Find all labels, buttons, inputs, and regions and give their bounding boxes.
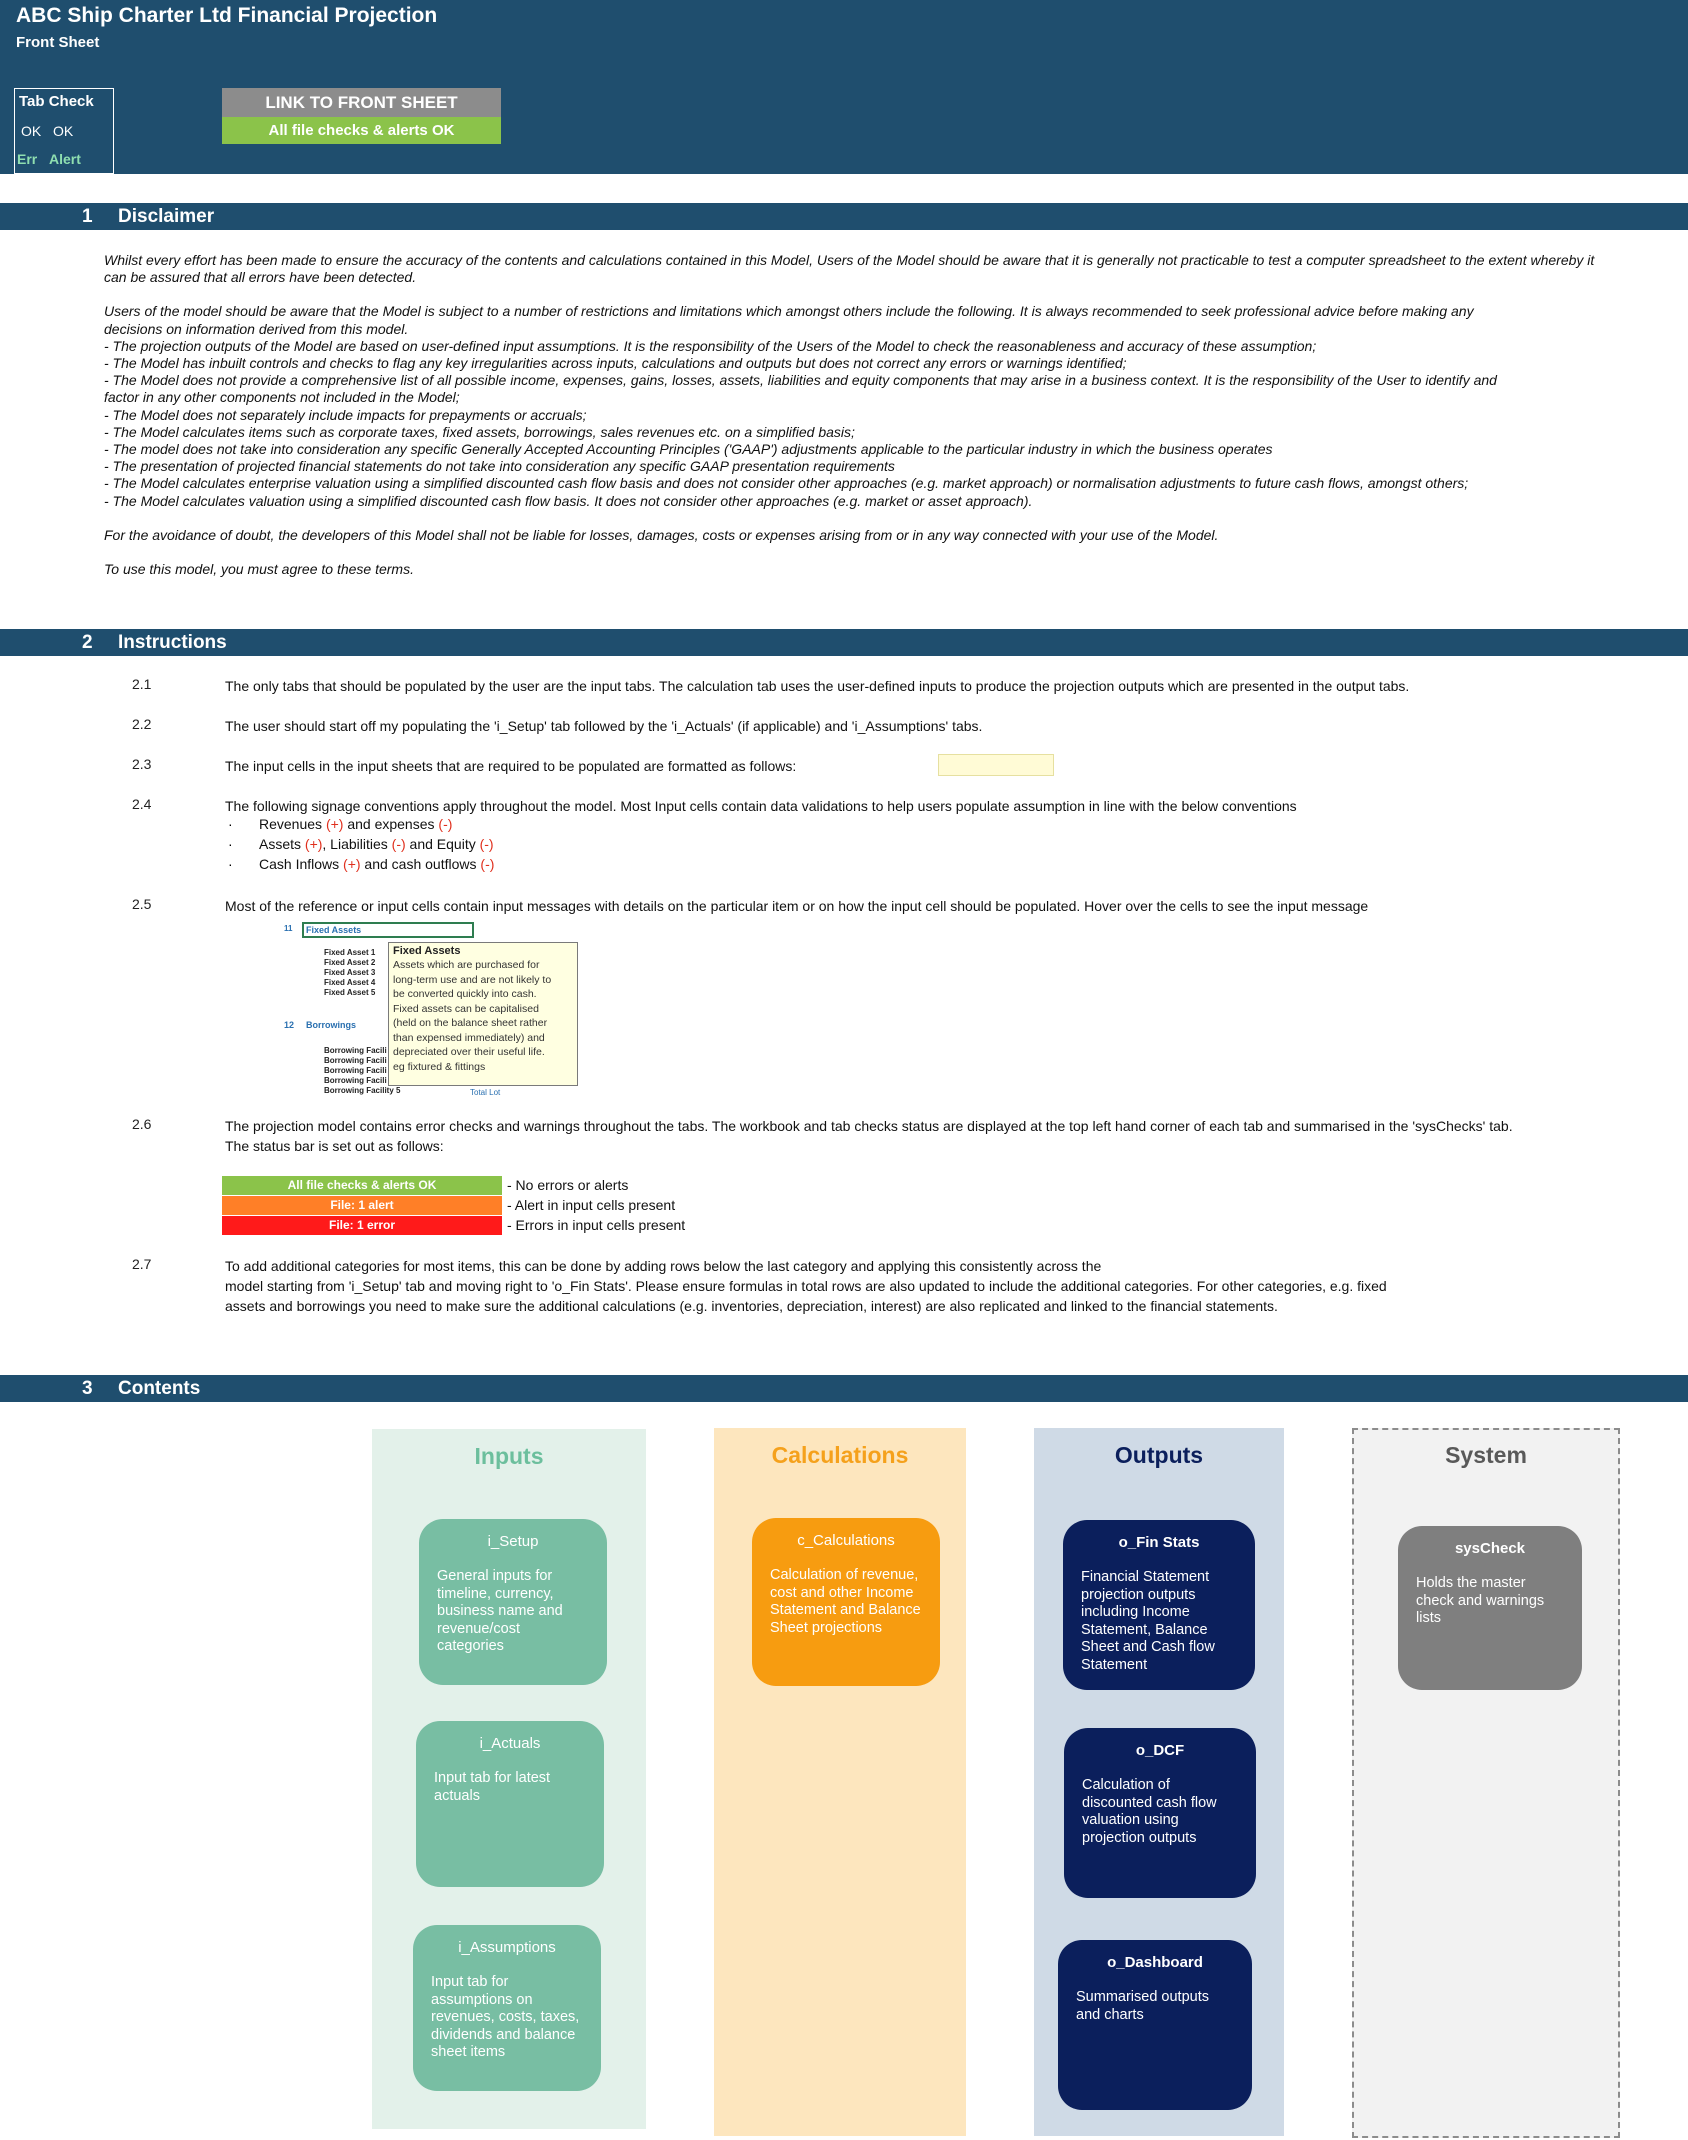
tab-card-i-actuals[interactable] bbox=[416, 1721, 604, 1887]
sign-negative: (-) bbox=[480, 856, 495, 872]
disclaimer-line: - The Model does not separately include impacts for prepayments or accruals; bbox=[104, 406, 587, 423]
section-title: Contents bbox=[118, 1378, 201, 1399]
instruction-text: The following signage conventions apply throughout the model. Most Input cells contain data validations to help users populate assumption in line with the below conventions bbox=[225, 798, 1297, 814]
instruction-text: The only tabs that should be populated by the user are the input tabs. The calculation tab uses the user-defined inputs to produce the projection outputs which are presented in the output tabs. bbox=[225, 678, 1410, 694]
calculations-column-title: Calculations bbox=[771, 1442, 909, 1468]
disclaimer-line: - The presentation of projected financial statements do not take into consideration any specific GAAP presentation requirements bbox=[104, 458, 895, 475]
disclaimer-line: - The Model calculates items such as corporate taxes, fixed assets, borrowings, sales revenues etc. on a simplified basis; bbox=[104, 423, 855, 440]
row-label: Borrowing Facili bbox=[324, 1076, 387, 1085]
card-body: Input tab for latest actuals bbox=[434, 1770, 551, 1804]
sign-negative: (-) bbox=[438, 816, 453, 832]
inputs-column bbox=[372, 1429, 646, 2129]
tooltip-line: long-term use and are not likely to bbox=[393, 973, 552, 986]
tab-card-o-fin-stats[interactable] bbox=[1063, 1520, 1255, 1690]
section-bar-disclaimer bbox=[0, 203, 1688, 230]
tab-card-o-dashboard[interactable] bbox=[1058, 1940, 1252, 2110]
disclaimer-line: - The model does not take into consideration any specific Generally Accepted Accounting Principles ('GAAP') adjustments applicable to the particular industry in which the business operates bbox=[104, 441, 1273, 458]
card-title: o_Fin Stats bbox=[1118, 1534, 1200, 1551]
status-bar-ok: All file checks & alerts OK bbox=[222, 1176, 502, 1195]
section-bar-contents bbox=[0, 1375, 1688, 1402]
bullet-dot: · bbox=[228, 856, 233, 872]
disclaimer-line: decisions on information derived from this model. bbox=[104, 320, 409, 337]
bullet-text: and expenses bbox=[343, 816, 439, 832]
bullet-dot: · bbox=[228, 836, 233, 852]
section-title: Disclaimer bbox=[118, 206, 215, 227]
system-column-title: System bbox=[1445, 1442, 1527, 1468]
instruction-text: assets and borrowings you need to make sure the additional calculations (e.g. inventories, depreciation, interest) are also replicated and linked to the financial statements. bbox=[225, 1298, 1278, 1314]
bullet-text: and cash outflows bbox=[360, 856, 481, 872]
instruction-text: model starting from 'i_Setup' tab and moving right to 'o_Fin Stats'. Please ensure formulas in total rows are also updated to include the additional categories. For other categories, e.g. fixed bbox=[225, 1278, 1387, 1294]
instruction-text: Most of the reference or input cells contain input messages with details on the particular item or on how the input cell should be populated. Hover over the cells to see the input message bbox=[225, 898, 1369, 914]
sign-positive: (+) bbox=[325, 816, 344, 832]
inputs-column-title: Inputs bbox=[474, 1443, 544, 1469]
tooltip-line: be converted quickly into cash. bbox=[393, 988, 537, 1000]
instruction-number: 2.4 bbox=[132, 796, 152, 812]
bullet-text: and Equity bbox=[405, 836, 480, 852]
tab-check-err: Err bbox=[17, 151, 38, 167]
row-label: Borrowing Facili bbox=[324, 1056, 387, 1065]
card-title: o_DCF bbox=[1135, 1742, 1185, 1759]
tooltip-line: (held on the balance sheet rather bbox=[393, 1017, 548, 1029]
tab-check-ok-2: OK bbox=[53, 123, 74, 139]
card-body: Calculation of revenue, cost and other Income Statement and Balance Sheet projections bbox=[770, 1567, 921, 1636]
instruction-text: To add additional categories for most items, this can be done by adding rows below the last category and applying this consistently across the bbox=[225, 1258, 1102, 1274]
input-message-example bbox=[284, 920, 584, 1096]
card-body: Financial Statement projection outputs including Income Statement, Balance Sheet and Cash flow Statement bbox=[1081, 1569, 1215, 1673]
row-label: Borrowing Facili bbox=[324, 1046, 387, 1055]
header-bar bbox=[0, 0, 1688, 174]
disclaimer-line: - The Model has inbuilt controls and checks to flag any key irregularities across inputs, calculations and outputs but does not correct any errors or warnings identified; bbox=[104, 355, 1127, 372]
status-desc: - No errors or alerts bbox=[507, 1177, 629, 1193]
instruction-number: 2.6 bbox=[132, 1116, 152, 1132]
tab-check-alert: Alert bbox=[49, 151, 81, 167]
status-bar-alert: File: 1 alert bbox=[222, 1196, 502, 1215]
tab-card-c-calculations[interactable] bbox=[752, 1518, 940, 1686]
section-number: 1 bbox=[82, 206, 93, 227]
signage-bullet-cash bbox=[259, 856, 494, 872]
row-label: Total Lot bbox=[470, 1088, 501, 1097]
disclaimer-line: - The Model calculates enterprise valuation using a simplified discounted cash flow basis and does not consider other approaches (e.g. market approach) or normalisation adjustments to future cash flows, amongst others; bbox=[104, 475, 1469, 492]
card-body: Calculation of discounted cash flow valuation using projection outputs bbox=[1082, 1777, 1217, 1846]
tooltip-line: than expensed immediately) and bbox=[393, 1031, 545, 1044]
card-title: c_Calculations bbox=[797, 1532, 895, 1549]
tab-card-o-dcf[interactable] bbox=[1064, 1728, 1256, 1898]
card-body: Summarised outputs and charts bbox=[1076, 1989, 1209, 2023]
disclaimer-paragraph: For the avoidance of doubt, the developers of this Model shall not be liable for losses, damages, costs or expenses arising from or in any way connected with your use of the Model. bbox=[104, 526, 1219, 543]
bullet-text: Cash Inflows bbox=[259, 856, 344, 872]
row-label: Borrowing Facili bbox=[324, 1066, 387, 1075]
card-title: i_Assumptions bbox=[458, 1939, 556, 1956]
card-body: Holds the master check and warnings lists bbox=[1416, 1575, 1545, 1626]
input-message-tooltip bbox=[388, 942, 578, 1086]
disclaimer-paragraph: To use this model, you must agree to these terms. bbox=[104, 561, 414, 578]
instruction-text: The input cells in the input sheets that are required to be populated are formatted as follows: bbox=[225, 758, 797, 774]
outputs-column bbox=[1034, 1428, 1284, 2136]
page-subtitle: Front Sheet bbox=[16, 34, 100, 51]
instruction-text: The status bar is set out as follows: bbox=[225, 1138, 444, 1154]
row-label: Borrowing Facility 5 bbox=[324, 1086, 401, 1095]
instruction-number: 2.1 bbox=[132, 676, 152, 692]
tab-check-ok-1: OK bbox=[21, 123, 42, 139]
tab-card-i-assumptions[interactable] bbox=[413, 1925, 601, 2091]
tooltip-line: Assets which are purchased for bbox=[393, 959, 540, 971]
instruction-number: 2.5 bbox=[132, 896, 152, 912]
card-title: i_Actuals bbox=[479, 1735, 541, 1752]
sign-negative: (-) bbox=[479, 836, 494, 852]
row-number: 11 bbox=[284, 924, 293, 933]
system-column bbox=[1352, 1428, 1620, 2138]
row-label: Fixed Asset 2 bbox=[324, 958, 376, 967]
tab-check-title: Tab Check bbox=[19, 93, 94, 110]
section-number: 3 bbox=[82, 1378, 93, 1399]
disclaimer-line: Users of the model should be aware that the Model is subject to a number of restrictions and limitations which amongst others include the following. It is always recommended to seek professional advice before making any bbox=[104, 303, 1474, 320]
signage-bullet-assets bbox=[259, 836, 494, 852]
file-status-bar[interactable]: All file checks & alerts OK bbox=[222, 117, 501, 144]
disclaimer-text bbox=[104, 252, 1604, 595]
instruction-number: 2.3 bbox=[132, 756, 152, 772]
disclaimer-line: - The Model does not provide a comprehensive list of all possible income, expenses, gains, losses, assets, liabilities and equity components that may arise in a business context. It is the responsibility of the User to identify and bbox=[104, 372, 1497, 389]
tab-card-i-setup[interactable] bbox=[419, 1519, 607, 1685]
status-bar-error: File: 1 error bbox=[222, 1216, 502, 1235]
row-label: Fixed Asset 3 bbox=[324, 968, 376, 977]
instruction-text: The user should start off my populating the 'i_Setup' tab followed by the 'i_Actuals' (if applicable) and 'i_Assumptions' tabs. bbox=[225, 718, 983, 734]
section-title: Instructions bbox=[118, 632, 227, 653]
row-number: 12 bbox=[284, 1020, 295, 1030]
card-title: o_Dashboard bbox=[1107, 1954, 1203, 1971]
section-number: 2 bbox=[82, 632, 93, 653]
card-title: sysCheck bbox=[1454, 1540, 1526, 1557]
bullet-dot: · bbox=[228, 816, 233, 832]
tab-card-syscheck[interactable] bbox=[1398, 1526, 1582, 1690]
tooltip-line: depreciated over their useful life. bbox=[393, 1046, 545, 1058]
disclaimer-paragraph: Whilst every effort has been made to ensure the accuracy of the contents and calculations contained in this Model, Users of the Model should be aware that it is generally not practicable to test a computer spreadsheet to the extent whereby it can be assured that all errors have been detected. bbox=[104, 252, 1595, 286]
instruction-text: The projection model contains error checks and warnings throughout the tabs. The workbook and tab checks status are displayed at the top left hand corner of each tab and summarised in the 'sysChecks' tab. bbox=[225, 1118, 1513, 1134]
tab-check-panel bbox=[14, 88, 114, 174]
bullet-text: , Liabilities bbox=[322, 836, 392, 852]
calculations-column bbox=[714, 1428, 966, 2136]
card-body: Input tab for assumptions on revenues, costs, taxes, dividends and balance sheet items bbox=[431, 1974, 580, 2060]
signage-bullet-revenues bbox=[259, 816, 452, 832]
row-label: Borrowings bbox=[306, 1020, 357, 1030]
outputs-column-title: Outputs bbox=[1114, 1442, 1204, 1468]
bullet-text: Assets bbox=[259, 836, 305, 852]
disclaimer-line: factor in any other components not included in the Model; bbox=[104, 389, 460, 406]
row-label: Fixed Asset 5 bbox=[324, 988, 376, 997]
disclaimer-list bbox=[104, 303, 1604, 509]
selected-cell-fixed-assets[interactable]: Fixed Assets bbox=[302, 922, 474, 938]
status-desc: - Errors in input cells present bbox=[507, 1217, 686, 1233]
disclaimer-line: - The projection outputs of the Model are based on user-defined input assumptions. It is the responsibility of the Users of the Model to check the reasonableness and accuracy of these assumption; bbox=[104, 337, 1317, 354]
link-to-front-sheet-button[interactable]: LINK TO FRONT SHEET bbox=[222, 88, 501, 117]
instruction-number: 2.7 bbox=[132, 1256, 152, 1272]
row-label: Fixed Asset 1 bbox=[324, 948, 376, 957]
card-title: i_Setup bbox=[487, 1533, 539, 1550]
tooltip-title: Fixed Assets bbox=[393, 945, 461, 957]
sign-positive: (+) bbox=[343, 856, 361, 872]
instruction-number: 2.2 bbox=[132, 716, 152, 732]
tooltip-line: eg fixtured & fittings bbox=[393, 1060, 486, 1073]
card-body: General inputs for timeline, currency, business name and revenue/cost categories bbox=[437, 1568, 563, 1654]
tooltip-line: Fixed assets can be capitalised bbox=[393, 1002, 539, 1015]
page-title: ABC Ship Charter Ltd Financial Projection bbox=[16, 4, 438, 27]
status-desc: - Alert in input cells present bbox=[507, 1197, 676, 1213]
sign-positive: (+) bbox=[304, 836, 323, 852]
disclaimer-line: - The Model calculates valuation using a simplified discounted cash flow basis. It does not consider other approaches (e.g. market or asset approach). bbox=[104, 492, 1033, 509]
bullet-text: Revenues bbox=[259, 816, 326, 832]
row-label: Fixed Asset 4 bbox=[324, 978, 376, 987]
input-cell-format-swatch bbox=[938, 754, 1054, 776]
sign-negative: (-) bbox=[391, 836, 406, 852]
section-bar-instructions bbox=[0, 629, 1688, 656]
